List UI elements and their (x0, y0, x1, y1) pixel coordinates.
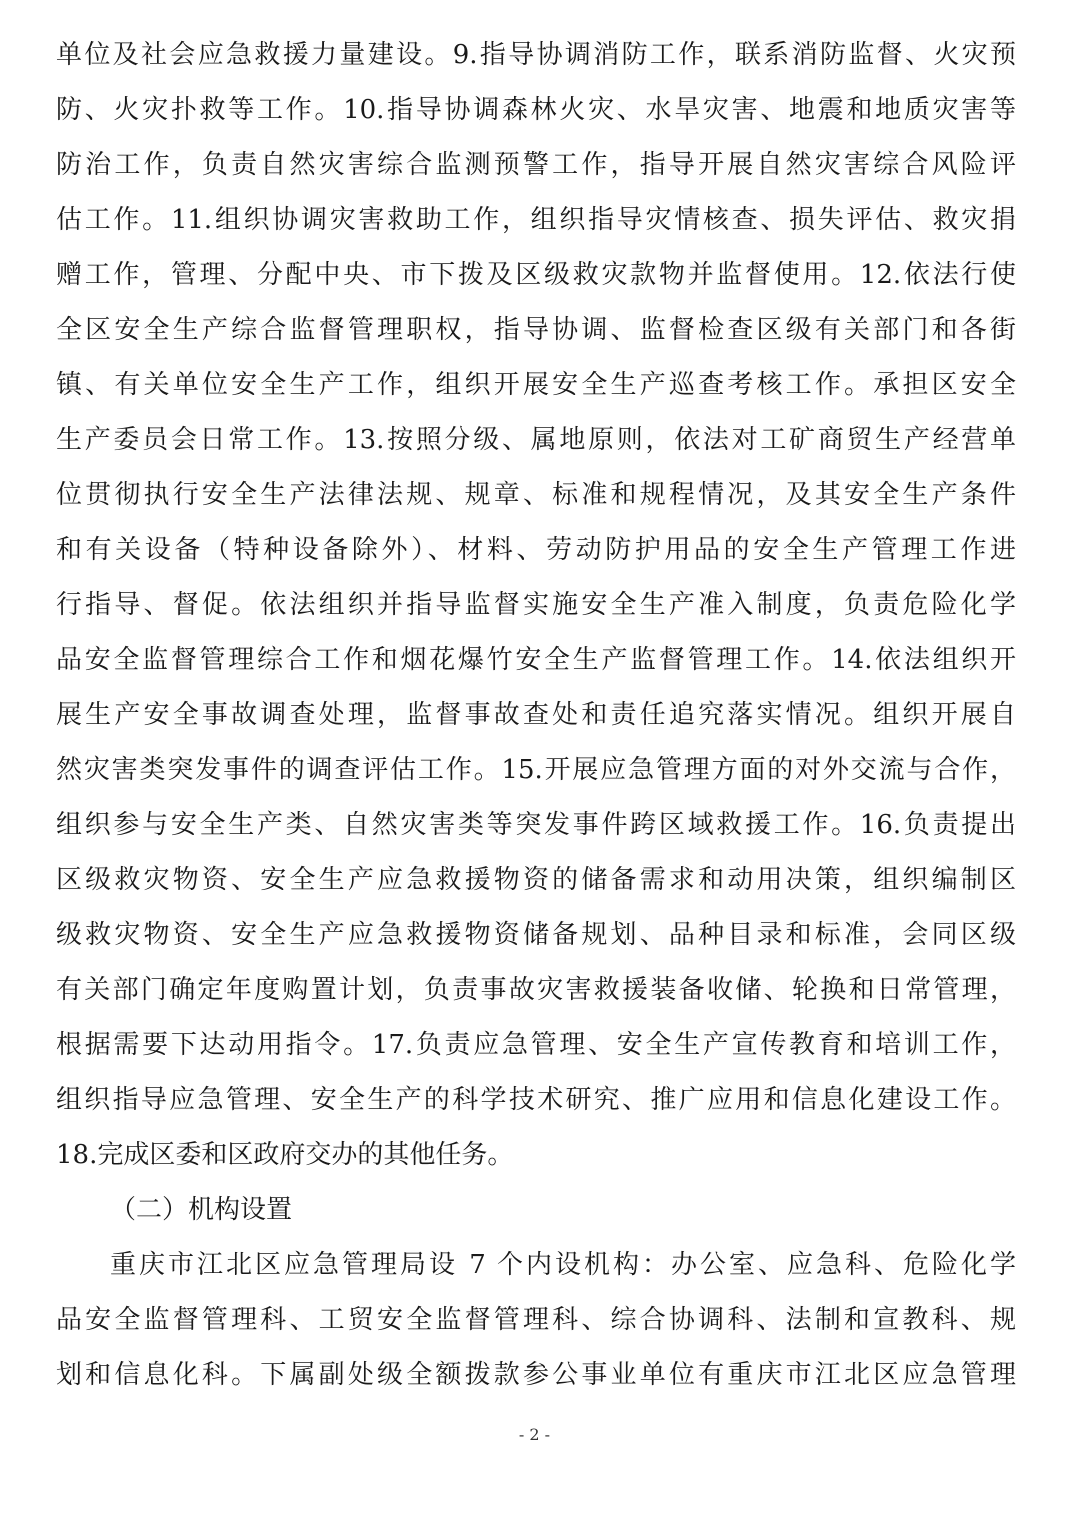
body-line: 品安全监督管理综合工作和烟花爆竹安全生产监督管理工作。14.依法组织开 (56, 645, 1016, 675)
body-line: 然灾害类突发事件的调查评估工作。15.开展应急管理方面的对外交流与合作， (56, 755, 1016, 785)
body-line: 赠工作，管理、分配中央、市下拨及区级救灾款物并监督使用。12.依法行使 (56, 260, 1016, 290)
body-line: 位贯彻执行安全生产法律法规、规章、标准和规程情况，及其安全生产条件 (56, 480, 1016, 510)
section-line: 重庆市江北区应急管理局设 7 个内设机构：办公室、应急科、危险化学 (110, 1250, 1016, 1280)
body-line: 全区安全生产综合监督管理职权，指导协调、监督检查区级有关部门和各街 (56, 315, 1016, 345)
body-line: 区级救灾物资、安全生产应急救援物资的储备需求和动用决策，组织编制区 (56, 865, 1016, 895)
body-line: 展生产安全事故调查处理，监督事故查处和责任追究落实情况。组织开展自 (56, 700, 1016, 730)
body-line: 行指导、督促。依法组织并指导监督实施安全生产准入制度，负责危险化学 (56, 590, 1016, 620)
body-line: 生产委员会日常工作。13.按照分级、属地原则，依法对工矿商贸生产经营单 (56, 425, 1016, 455)
body-line: 级救灾物资、安全生产应急救援物资储备规划、品种目录和标准，会同区级 (56, 920, 1016, 950)
body-line: 防、火灾扑救等工作。10.指导协调森林火灾、水旱灾害、地震和地质灾害等 (56, 95, 1016, 125)
body-line: 有关部门确定年度购置计划，负责事故灾害救援装备收储、轮换和日常管理， (56, 975, 1016, 1005)
body-line: 和有关设备（特种设备除外）、材料、劳动防护用品的安全生产管理工作进 (56, 535, 1016, 565)
body-line: 估工作。11.组织协调灾害救助工作，组织指导灾情核查、损失评估、救灾捐 (56, 205, 1016, 235)
body-line: 防治工作，负责自然灾害综合监测预警工作，指导开展自然灾害综合风险评 (56, 150, 1016, 180)
body-line: 根据需要下达动用指令。17.负责应急管理、安全生产宣传教育和培训工作， (56, 1030, 1016, 1060)
body-line: 镇、有关单位安全生产工作，组织开展安全生产巡查考核工作。承担区安全 (56, 370, 1016, 400)
body-line: 18.完成区委和区政府交办的其他任务。 (56, 1140, 514, 1170)
body-line: 单位及社会应急救援力量建设。9.指导协调消防工作，联系消防监督、火灾预 (56, 40, 1016, 70)
section-heading: （二）机构设置 (110, 1195, 293, 1225)
page-number: - 2 - (518, 1425, 551, 1444)
body-line: 组织参与安全生产类、自然灾害类等突发事件跨区域救援工作。16.负责提出 (56, 810, 1016, 840)
section-line: 品安全监督管理科、工贸安全监督管理科、综合协调科、法制和宣教科、规 (56, 1305, 1016, 1335)
body-line: 组织指导应急管理、安全生产的科学技术研究、推广应用和信息化建设工作。 (56, 1085, 1016, 1115)
section-line: 划和信息化科。下属副处级全额拨款参公事业单位有重庆市江北区应急管理 (56, 1360, 1016, 1390)
